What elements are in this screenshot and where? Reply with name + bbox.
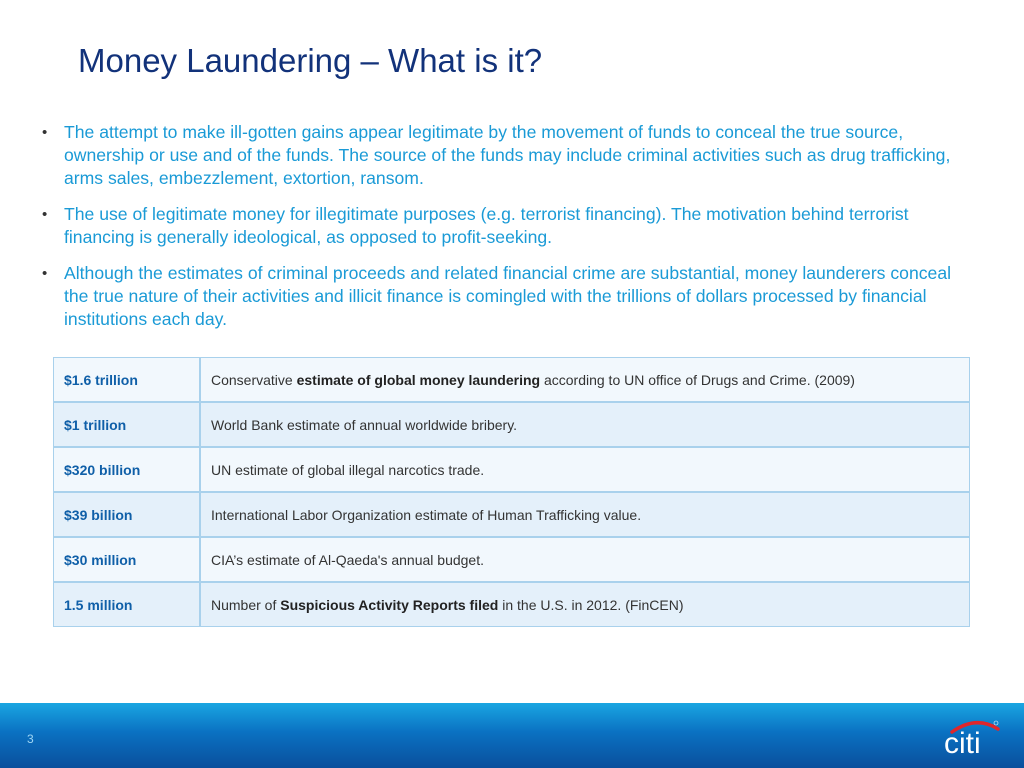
bullet-dot-icon: •	[42, 124, 48, 141]
bullet-list	[40, 121, 960, 344]
citi-logo-icon	[940, 717, 1000, 759]
table-row	[54, 492, 970, 537]
bullet-text: The attempt to make ill-gotten gains appear legitimate by the movement of funds to conceal the true source, ownership or use and of the funds. The source of the funds may include criminal activities such as drug trafficking, arms sales, embezzlement, extortion, ransom.	[64, 122, 951, 188]
description-text: CIA’s estimate of Al-Qaeda's annual budget.	[211, 551, 484, 568]
amount-cell: $320 billion	[54, 447, 201, 492]
amount-cell: $39 billion	[54, 492, 201, 537]
bullet-item-definition	[40, 121, 960, 190]
description-text: in the U.S. in 2012. (FinCEN)	[498, 596, 684, 613]
amount-cell: $1.6 trillion	[54, 358, 201, 403]
bullet-dot-icon: •	[42, 265, 48, 282]
description-cell	[200, 402, 970, 447]
page-number: 3	[27, 732, 34, 746]
description-text: Conservative	[211, 371, 297, 388]
bullet-dot-icon: •	[42, 206, 48, 223]
bullet-item-estimates	[40, 262, 960, 331]
bullet-item-terrorist-financing	[40, 203, 960, 249]
footer-bar	[0, 703, 1024, 768]
description-emphasis: Suspicious Activity Reports filed	[280, 596, 499, 613]
description-cell	[200, 447, 970, 492]
description-text: according to UN office of Drugs and Crime. (2009)	[540, 371, 855, 388]
description-emphasis: estimate of global money laundering	[296, 371, 541, 388]
slide-title: Money Laundering – What is it?	[78, 42, 543, 79]
table-row	[54, 582, 970, 627]
description-cell	[200, 537, 970, 582]
description-cell	[200, 582, 970, 627]
description-text: Number of	[211, 596, 281, 613]
table-row	[54, 402, 970, 447]
logo-wordmark: citi	[944, 727, 981, 759]
description-cell	[200, 492, 970, 537]
description-text: World Bank estimate of annual worldwide bribery.	[211, 416, 518, 433]
table-row	[54, 447, 970, 492]
description-text: UN estimate of global illegal narcotics trade.	[211, 461, 485, 478]
description-text: International Labor Organization estimate of Human Trafficking value.	[211, 506, 642, 523]
table-row	[54, 537, 970, 582]
estimates-table	[53, 357, 970, 627]
amount-cell: $30 million	[54, 537, 201, 582]
registered-mark-icon	[994, 721, 998, 725]
table-row	[54, 358, 970, 403]
description-cell	[200, 358, 970, 403]
bullet-text: The use of legitimate money for illegitimate purposes (e.g. terrorist financing). The motivation behind terrorist financing is generally ideological, as opposed to profit-seeking.	[64, 204, 909, 247]
amount-cell: $1 trillion	[54, 402, 201, 447]
bullet-text: Although the estimates of criminal proceeds and related financial crime are substantial, money launderers conceal the true nature of their activities and illicit finance is comingled with the trillions of dollars processed by financial institutions each day.	[64, 263, 952, 329]
amount-cell: 1.5 million	[54, 582, 201, 627]
